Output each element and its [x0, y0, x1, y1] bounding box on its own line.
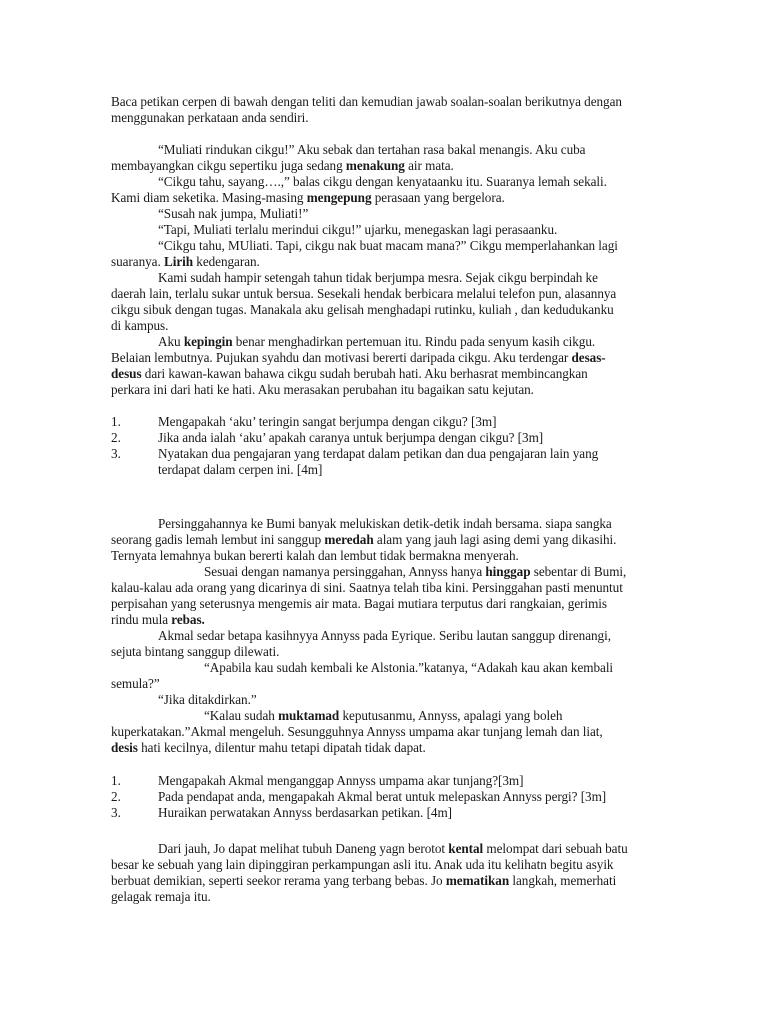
- p2-line-8: Akmal sedar betapa kasihnyya Annyss pada Eyrique. Seribu lautan sanggup direnangi,: [158, 628, 611, 643]
- q1-2-text: Jika anda ialah ‘aku’ apakah caranya untuk berjumpa dengan cikgu? [3m]: [158, 430, 544, 445]
- p2-line-6: perpisahan yang seterusnya mengemis air mata. Bagai mutiara terputus dari rangkaian, gerimis: [111, 596, 607, 611]
- q1-3-text-cont: terdapat dalam cerpen ini. [4m]: [158, 462, 323, 477]
- p1-line-3: “Cikgu tahu, sayang….,” balas cikgu dengan kenyataanku itu. Suaranya lemah sekali.: [158, 174, 607, 189]
- keyword-desas: desas-: [571, 350, 606, 365]
- p2-line-10: “Apabila kau sudah kembali ke Alstonia.”katanya, “Adakah kau akan kembali: [204, 660, 614, 675]
- keyword-desus: desus: [111, 366, 142, 381]
- q1-3-number: 3.: [111, 446, 121, 461]
- q1-1-text: Mengapakah ‘aku’ teringin sangat berjumpa dengan cikgu? [3m]: [158, 414, 497, 429]
- q2-2-text: Pada pendapat anda, mengapakah Akmal berat untuk melepaskan Annyss pergi? [3m]: [158, 789, 607, 804]
- p2-line-14: kuperkatakan.”Akmal mengeluh. Sesungguhnya Annyss umpama akar tunjang lemah dan liat,: [111, 724, 603, 739]
- p1-line-4: Kami diam seketika. Masing-masing mengepung perasaan yang bergelora.: [111, 190, 505, 205]
- q2-1-text: Mengapakah Akmal menganggap Annyss umpama akar tunjang?[3m]: [158, 773, 524, 788]
- keyword-hinggap: hinggap: [485, 564, 531, 579]
- p1-line-12: di kampus.: [111, 318, 169, 333]
- p2-line-13: “Kalau sudah muktamad keputusanmu, Annyss, apalagi yang boleh: [204, 708, 563, 723]
- p1-line-7: “Cikgu tahu, MUliati. Tapi, cikgu nak buat macam mana?” Cikgu memperlahankan lagi: [158, 238, 618, 253]
- p1-line-16: perkara ini dari hati ke hati. Aku merasakan perubahan itu bagaikan satu kejutan.: [111, 382, 534, 397]
- p2-line-5: kalau-kalau ada orang yang dicarinya di sini. Saatnya telah tiba kini. Persinggahan pasti menuntut: [111, 580, 623, 595]
- p2-line-9: sejuta bintang sanggup dilewati.: [111, 644, 280, 659]
- q2-2-number: 2.: [111, 789, 121, 804]
- p1-line-15: desus dari kawan-kawan bahawa cikgu sudah berubah hati. Aku berhasrat membincangkan: [111, 366, 588, 381]
- p3-line-2: besar ke sebuah yang lain dipinggiran perkampungan asli itu. Anak uda itu kelihatn begitu asyik: [111, 857, 614, 872]
- p2-line-4: Sesuai dengan namanya persinggahan, Annyss hanya hinggap sebentar di Bumi,: [204, 564, 627, 579]
- keyword-mengepung: mengepung: [306, 190, 372, 205]
- p2-line-2: seorang gadis lemah lembut ini sanggup meredah alam yang jauh lagi asing demi yang dikasihi.: [111, 532, 617, 547]
- p2-line-15: desis hati kecilnya, dilentur mahu tetapi dipatah tidak dapat.: [111, 740, 426, 755]
- q2-1-number: 1.: [111, 773, 121, 788]
- p1-line-14: Belaian lembutnya. Pujukan syahdu dan motivasi bererti daripada cikgu. Aku terdengar desas-: [111, 350, 606, 365]
- p1-line-6: “Tapi, Muliati terlalu merindui cikgu!” ujarku, menegaskan lagi perasaanku.: [158, 222, 558, 237]
- intro-line-2: menggunakan perkataan anda sendiri.: [111, 110, 309, 125]
- p1-line-5: “Susah nak jumpa, Muliati!”: [158, 206, 309, 221]
- p2-line-7: rindu mula rebas.: [111, 612, 205, 627]
- p1-line-11: cikgu sibuk dengan tugas. Manakala aku gelisah menghadapi rutinku, kuliah , dan kedudukanku: [111, 302, 614, 317]
- p2-line-11: semula?”: [111, 676, 160, 691]
- p1-line-10: daerah lain, terlalu sukar untuk bersua. Sesekali hendak berbicara melalui telefon pun, alasannya: [111, 286, 617, 301]
- q1-3-text: Nyatakan dua pengajaran yang terdapat dalam petikan dan dua pengajaran lain yang: [158, 446, 599, 461]
- p2-line-1: Persinggahannya ke Bumi banyak melukiskan detik-detik indah bersama. siapa sangka: [158, 516, 612, 531]
- p1-line-9: Kami sudah hampir setengah tahun tidak berjumpa mesra. Sejak cikgu berpindah ke: [158, 270, 598, 285]
- q1-1-number: 1.: [111, 414, 121, 429]
- p1-line-8: suaranya. Lirih kedengaran.: [111, 254, 260, 269]
- keyword-kental: kental: [448, 841, 484, 856]
- q2-3-text: Huraikan perwatakan Annyss berdasarkan petikan. [4m]: [158, 805, 453, 820]
- q2-3-number: 3.: [111, 805, 121, 820]
- p1-line-2: membayangkan cikgu sepertiku juga sedang menakung air mata.: [111, 158, 454, 173]
- p3-line-3: berbuat demikian, seperti seekor rerama yang terbang bebas. Jo mematikan langkah, memerhati: [111, 873, 617, 888]
- q1-2-number: 2.: [111, 430, 121, 445]
- keyword-meredah: meredah: [324, 532, 374, 547]
- intro-line-1: Baca petikan cerpen di bawah dengan teliti dan kemudian jawab soalan-soalan berikutnya dengan: [111, 94, 622, 109]
- keyword-rebas: rebas.: [171, 612, 205, 627]
- keyword-menakung: menakung: [345, 158, 405, 173]
- keyword-mematikan: mematikan: [445, 873, 510, 888]
- keyword-kepingin: kepingin: [183, 334, 233, 349]
- p2-line-12: “Jika ditakdirkan.”: [158, 692, 257, 707]
- p1-line-13: Aku kepingin benar menghadirkan pertemuan itu. Rindu pada senyum kasih cikgu.: [158, 334, 596, 349]
- p3-line-1: Dari jauh, Jo dapat melihat tubuh Daneng yagn berotot kental melompat dari sebuah batu: [158, 841, 628, 856]
- p2-line-3: Ternyata lemahnya bukan bererti kalah dan lembut tidak bermakna menyerah.: [111, 548, 519, 563]
- keyword-desis: desis: [111, 740, 138, 755]
- keyword-muktamad: muktamad: [278, 708, 340, 723]
- keyword-lirih: Lirih: [163, 254, 194, 269]
- p3-line-4: gelagak remaja itu.: [111, 889, 211, 904]
- p1-line-1: “Muliati rindukan cikgu!” Aku sebak dan tertahan rasa bakal menangis. Aku cuba: [158, 142, 586, 157]
